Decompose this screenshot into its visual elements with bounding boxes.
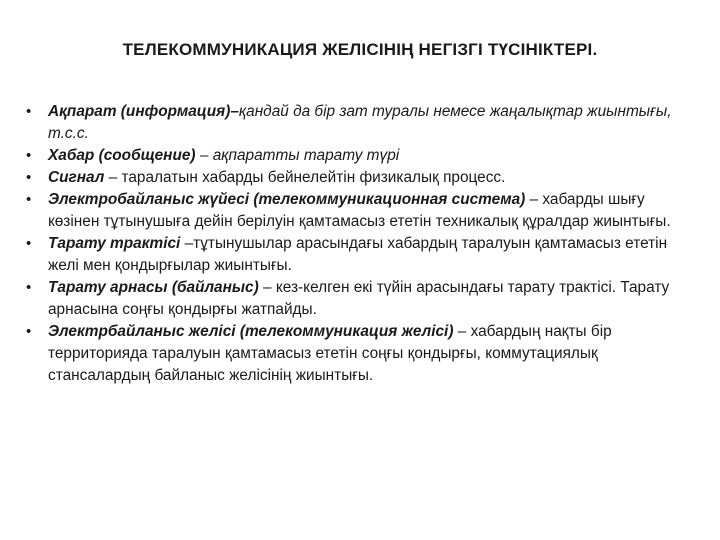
item-definition: хабардың нақты бір территорияда таралуын қамтамасыз ететін соңғы қондырғы, коммутациялық стансалардың байланыс желісінің жиынтығы. [48,323,612,384]
slide-title: ТЕЛЕКОММУНИКАЦИЯ ЖЕЛІСІНІҢ НЕГІЗГІ ТҮСІНІКТЕРІ. [122,40,598,59]
item-definition: хабарды шығу көзінен тұтынушыға дейін берілуін қамтамасыз ететін техникалық құралдар жиынтығы. [48,191,671,230]
bullet-icon: • [26,147,32,164]
bullet-icon: • [26,279,32,296]
list-item-message [26,145,698,167]
list-item-transmission-channel [26,277,698,321]
bullet-icon: • [26,235,32,252]
item-separator: – [453,323,471,340]
bullet-icon: • [26,191,32,208]
item-separator: – [230,103,239,120]
item-term: Хабар (сообщение) [48,147,196,164]
item-term: Тарату трактісі [48,235,181,252]
bullet-icon: • [26,169,32,186]
item-term: Электробайланыс жүйесі (телекоммуникационная система) [48,191,526,208]
item-separator: – [258,279,276,296]
bullet-icon: • [26,323,32,340]
list-item-information [26,101,698,145]
item-term: Сигнал [48,169,105,186]
item-definition: ақпаратты тарату түрі [212,147,400,164]
item-definition: қандай да бір зат туралы немесе жаңалықтар жиынтығы, т.с.с. [48,103,672,142]
list-item-telecom-network [26,321,698,387]
list-item-transmission-path [26,233,698,277]
definition-list [26,101,698,387]
item-separator: – [195,147,213,164]
item-separator: – [525,191,543,208]
item-definition: таралатын хабарды бейнелейтін физикалық процесс. [121,169,506,186]
item-definition: тұтынушылар арасындағы хабардың таралуын қамтамасыз ететін желі мен қондырғылар жиынтығы. [48,235,668,274]
item-term: Тарату арнасы (байланыс) [48,279,259,296]
item-separator: – [104,169,122,186]
item-term: Ақпарат (информация) [48,103,231,120]
item-separator: – [180,235,194,252]
list-item-signal [26,167,698,189]
list-item-telecom-system [26,189,698,233]
bullet-icon: • [26,103,32,120]
item-term: Электрбайланыс желісі (телекоммуникация желісі) [48,323,454,340]
item-definition: кез-келген екі түйін арасындағы тарату трактісі. Тарату арнасына соңғы қондырғы жатпайды. [48,279,670,318]
